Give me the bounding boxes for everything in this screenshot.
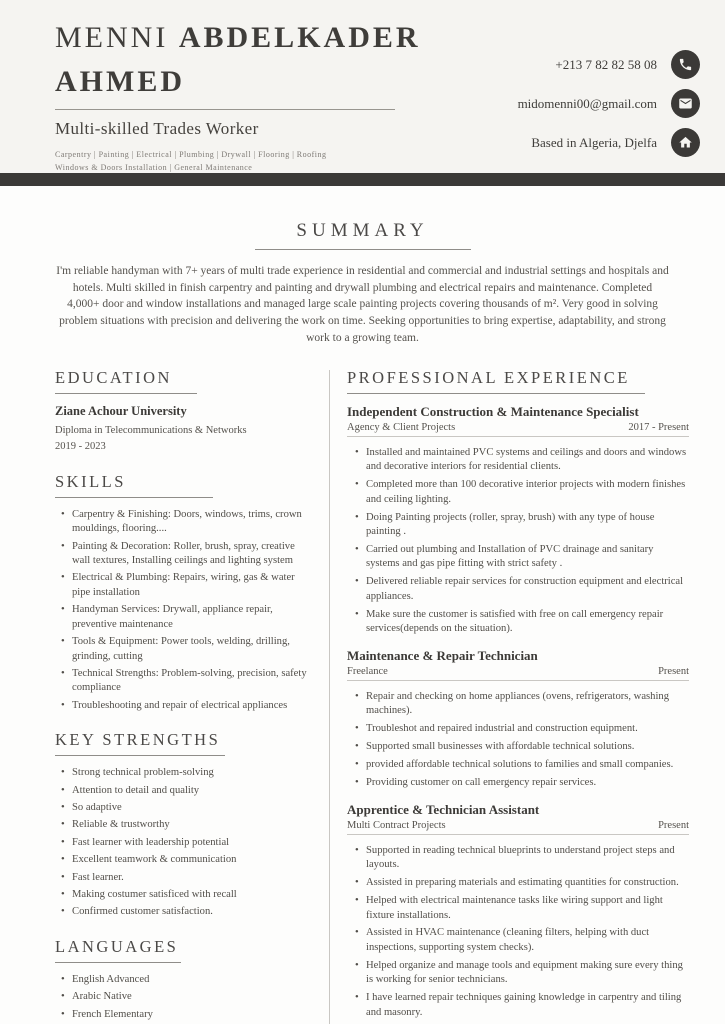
job-meta [347,664,689,681]
summary-text: I'm reliable handyman with 7+ years of multi trade experience in residential and commercial and industrial settings and hospitals and hotels. Multi skilled in finish carpentry and painting and drywall plumbing and electrical repairs and maintenance. Completed 4,000+ door and window installations and managed large scale painting projects covering thousands of m². Very good in solving problem situations with precision and delivering the work on time. Seeking opportunities to bring expertise, adaptability, and strong work to a growing team. [56,265,669,344]
skills-underline [55,497,213,498]
name-first: MENNI [55,21,169,54]
job-title: Maintenance & Repair Technician [347,648,538,664]
languages-section [55,937,313,1022]
job-organization: Multi Contract Projects [347,819,446,831]
job-bullets [347,446,689,636]
experience-heading: PROFESSIONAL EXPERIENCE [347,368,630,388]
email-address: midomenni00@gmail.com [517,95,657,111]
list-item: • Supported small businesses with affordable technical solutions. [366,740,689,754]
trades-line-1: Carpentry | Painting | Electrical | Plumbing | Drywall | Flooring | Roofing [55,150,327,159]
list-item: • Technical Strengths: Problem-solving, precision, safety compliance [72,667,313,696]
list-item: • Carried out plumbing and Installation of PVC drainage and sanitary systems and gas pipe fitting with strict safety . [366,543,689,572]
columns [0,346,725,1024]
list-item: • Strong technical problem-solving [72,766,313,780]
job-meta [347,818,689,835]
job-entry [347,802,689,1020]
skills-section [55,472,313,713]
list-item: • provided affordable technical solutions to families and small companies. [366,758,689,772]
experience-underline [347,393,645,394]
job-title: Apprentice & Technician Assistant [347,802,540,818]
list-item: • Assisted in preparing materials and estimating quantities for construction. [366,876,689,890]
phone-icon [671,50,700,79]
job-meta [347,420,689,437]
list-item: • Supported in reading technical blueprints to understand project steps and layouts. [366,844,689,873]
list-item: • Fast learner with leadership potential [72,836,313,850]
list-item: • Doing Painting projects (roller, spray, brush) with any type of house painting . [366,511,689,540]
job-organization: Freelance [347,665,388,677]
list-item: • Tools & Equipment: Power tools, welding, drilling, grinding, cutting [72,635,313,664]
contact-phone-row [518,50,700,79]
phone-number: +213 7 82 82 58 08 [555,56,657,72]
skills-heading: SKILLS [55,471,126,491]
education-school: Ziane Achour University [55,404,187,419]
job-title: Independent Construction & Maintenance Specialist [347,404,639,420]
list-item: • Assisted in HVAC maintenance (cleaning filters, helping with duct inspections, supporting system checks). [366,926,689,955]
list-item: • Reliable & trustworthy [72,818,313,832]
location-text: Based in Algeria, Djelfa [531,134,657,150]
list-item: • Attention to detail and quality [72,784,313,798]
education-dates: 2019 - 2023 [55,441,106,453]
trades-line-2: Windows & Doors Installation | General Maintenance [55,163,253,173]
languages-list [55,973,313,1022]
list-item: • Troubleshooting and repair of electrical appliances [72,699,313,713]
job-dates: Present [658,819,689,831]
list-item: • So adaptive [72,801,313,815]
job-dates: Present [658,665,689,677]
education-heading: EDUCATION [55,368,172,388]
home-icon [671,128,700,157]
list-item: • Helped with electrical maintenance tasks like wiring support and light fixture installations. [366,894,689,923]
column-divider [329,370,330,1024]
education-degree: Diploma in Telecommunications & Networks [55,425,247,437]
job-bullets [347,690,689,790]
list-item: • Troubleshot and repaired industrial and construction equipment. [366,722,689,736]
list-item: • Repair and checking on home appliances (ovens, refrigerators, washing machines). [366,690,689,719]
list-item: • Painting & Decoration: Roller, brush, spray, creative wall textures, Installing ceilings and lighting system [72,540,313,569]
list-item: • French Elementary [72,1008,313,1022]
list-item: • Fast learner. [72,871,313,885]
contact-email-row [518,89,700,118]
list-item: • Electrical & Plumbing: Repairs, wiring, gas & water pipe installation [72,571,313,600]
skills-list [55,508,313,713]
key-strengths-heading: KEY STRENGTHS [55,730,221,750]
education-section [55,368,313,455]
key-strengths-underline [55,755,225,756]
list-item: • Installed and maintained PVC systems and ceilings and doors and windows and decorative interiors for residential clients. [366,446,689,475]
list-item: • I have learned repair techniques gaining knowledge in carpentry and tiling and masonry. [366,991,689,1020]
email-icon [671,89,700,118]
summary-section [0,220,725,346]
summary-underline [255,249,471,250]
key-strengths-section [55,730,313,920]
job-entry [347,648,689,790]
right-column [347,368,689,1024]
header [0,0,725,173]
list-item: • Making costumer satisficed with recall [72,888,313,902]
header-accent-bar [0,173,725,186]
list-item: • Make sure the customer is satisfied with free on call emergency repair services(depends on the situation). [366,608,689,637]
job-entry [347,404,689,636]
list-item: • Arabic Native [72,990,313,1004]
key-strengths-list [55,766,313,920]
job-dates: 2017 - Present [628,421,689,433]
name-middle: ABDELKADER [178,21,421,54]
professional-title: Multi-skilled Trades Worker [55,119,259,138]
list-item: • Confirmed customer satisfaction. [72,905,313,919]
job-bullets [347,844,689,1020]
education-underline [55,393,197,394]
list-item: • Handyman Services: Drywall, appliance repair, preventive maintenance [72,603,313,632]
name-divider [55,109,395,110]
job-organization: Agency & Client Projects [347,421,456,433]
list-item: • English Advanced [72,973,313,987]
list-item: • Helped organize and manage tools and equipment making sure every thing is working for senior technicians. [366,959,689,988]
contact-location-row [518,128,700,157]
list-item: • Completed more than 100 decorative interior projects with modern finishes and ceiling lighting. [366,478,689,507]
list-item: • Excellent teamwork & communication [72,853,313,867]
languages-underline [55,962,181,963]
list-item: • Providing customer on call emergency repair services. [366,776,689,790]
list-item: • Carpentry & Finishing: Doors, windows, trims, crown mouldings, flooring.... [72,508,313,537]
languages-heading: LANGUAGES [55,936,179,956]
summary-heading: SUMMARY [296,220,429,241]
list-item: • Delivered reliable repair services for construction equipment and electrical appliances. [366,575,689,604]
experience-section [347,368,689,1020]
name-last: AHMED [55,64,185,98]
contact-block [518,50,700,157]
left-column [55,368,313,1024]
